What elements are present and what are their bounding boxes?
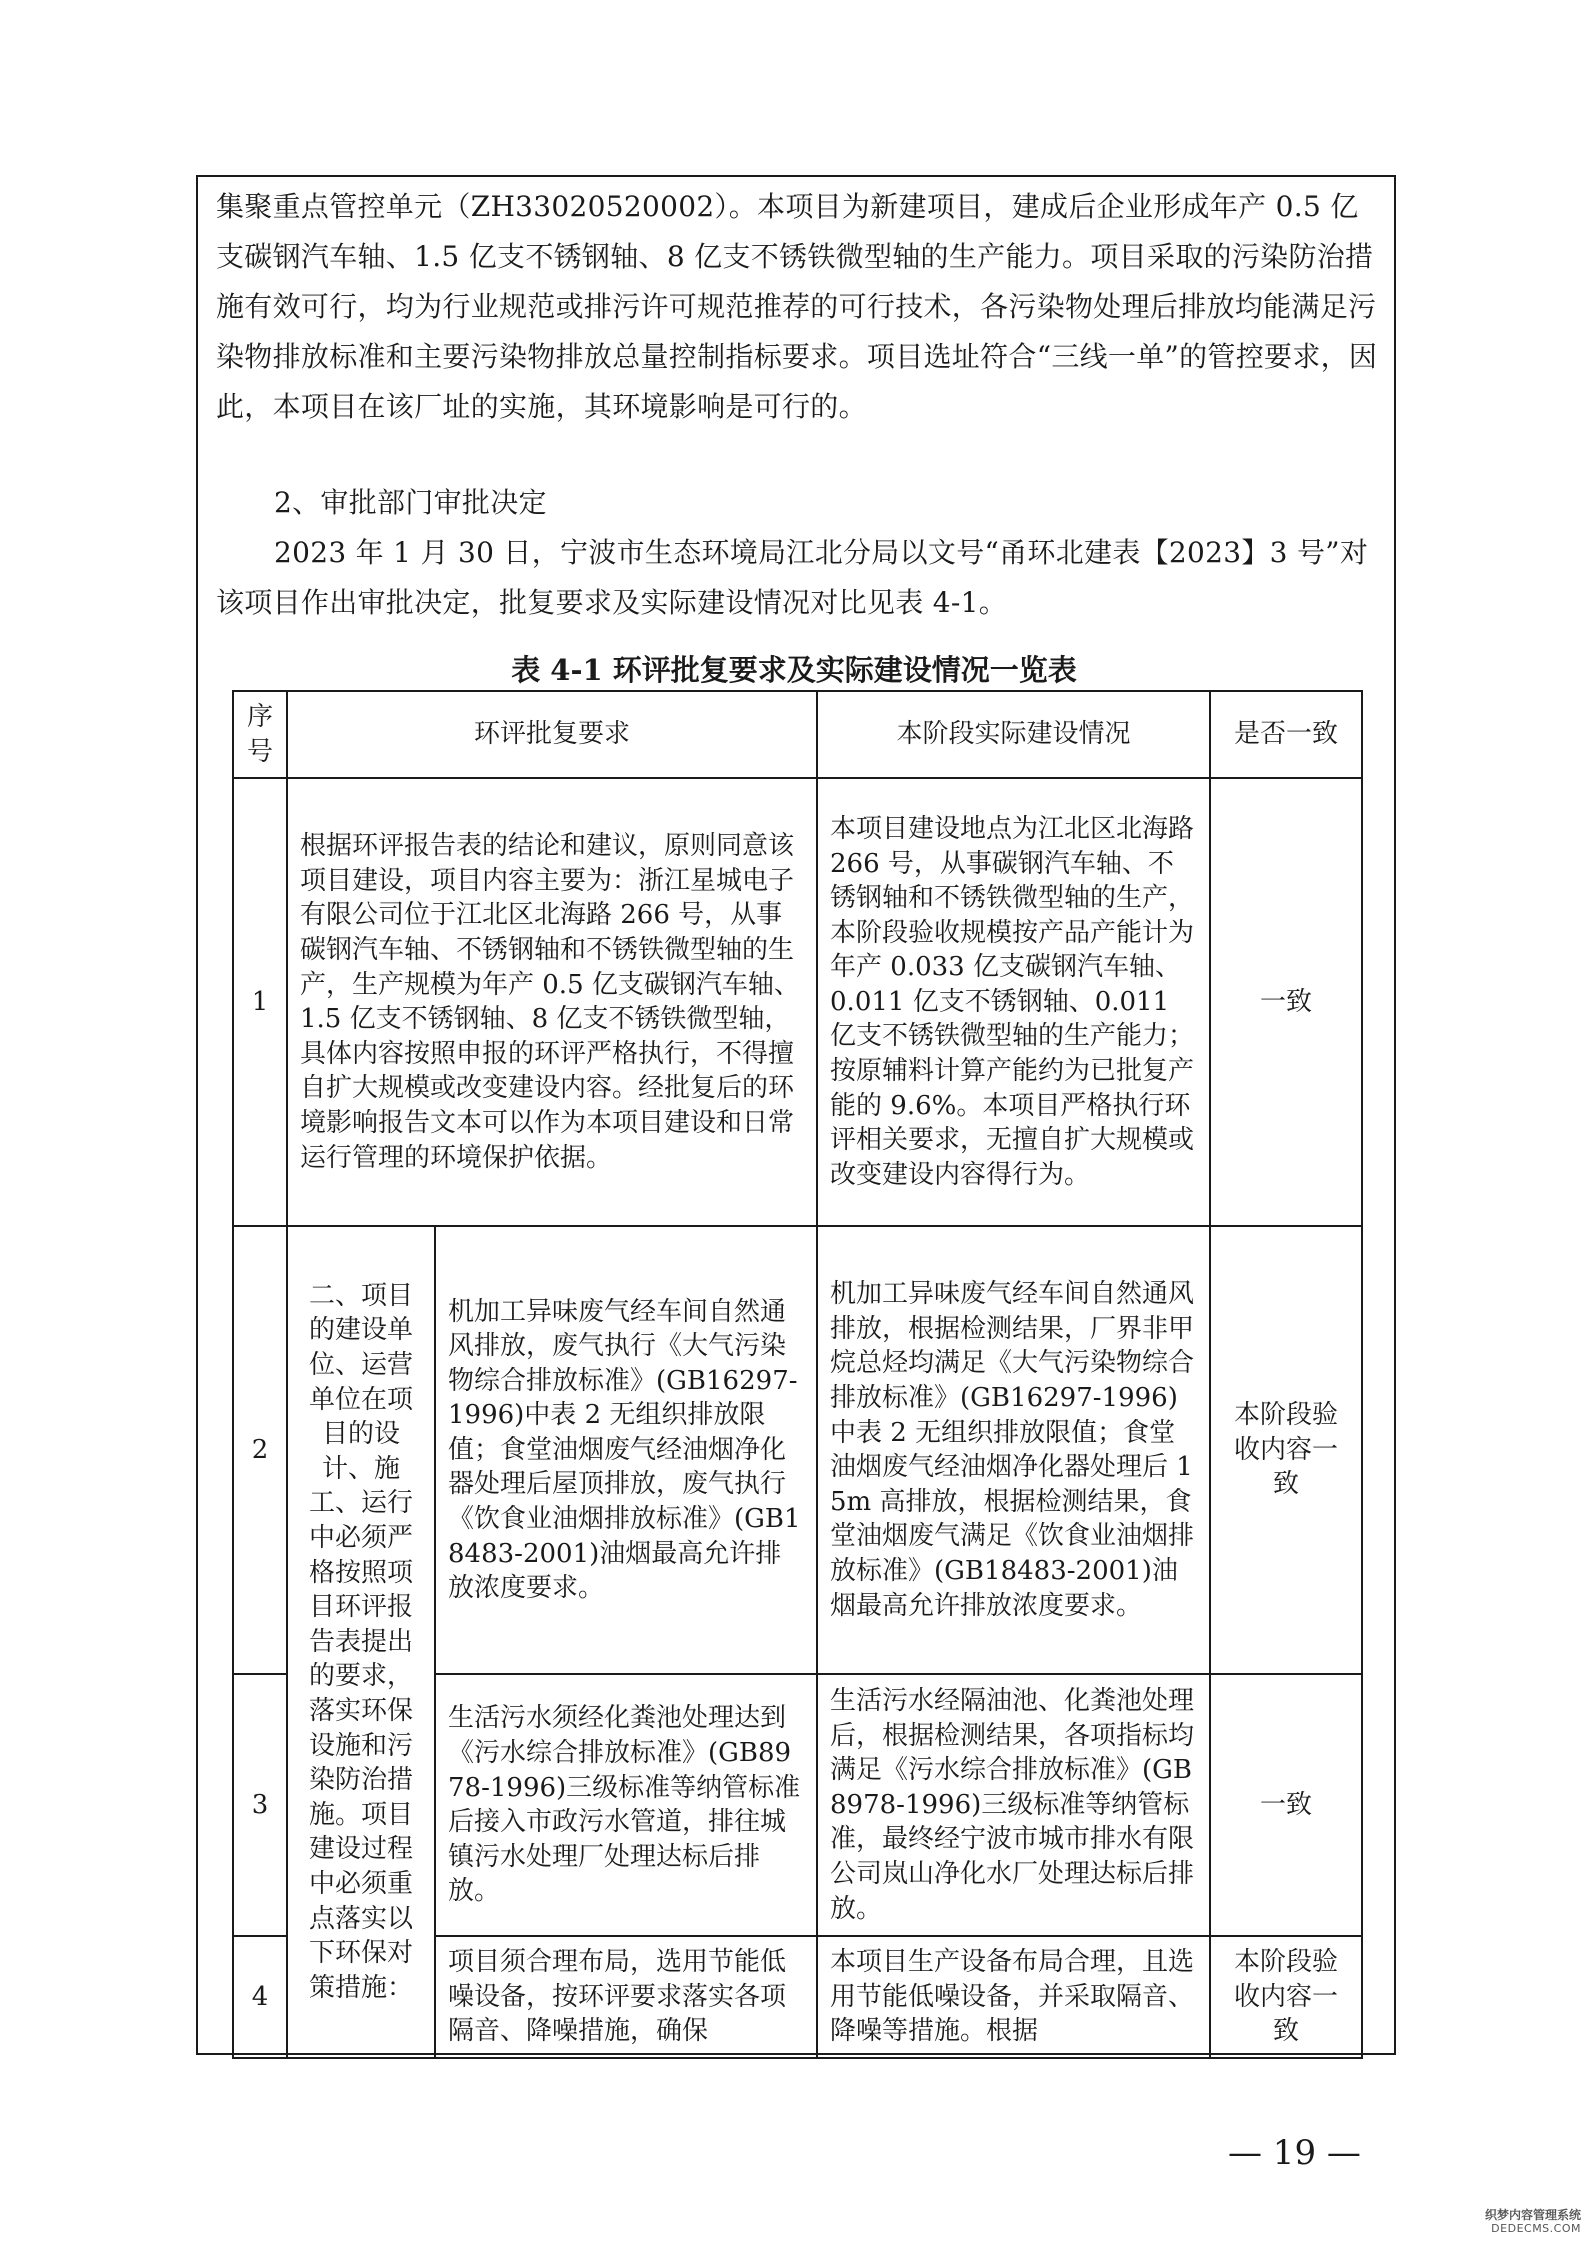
row-requirement: 根据环评报告表的结论和建议，原则同意该项目建设，项目内容主要为：浙江星城电子有限公司位于江北区北海路 266 号，从事碳钢汽车轴、不锈钢轴和不锈铁微型轴的生产，生产规模为年产 0.5 亿支碳钢汽车轴、1.5 亿支不锈钢轴、8 亿支不锈铁微型轴，具体内容按照申报的环评严格执行，不得擅自扩大规模或改变建设内容。经批复后的环境影响报告文本可以作为本项目建设和日常运行管理的环境保护依据。	[287, 778, 817, 1226]
section-heading-text: 2、审批部门审批决定	[274, 486, 547, 519]
watermark	[1451, 2208, 1581, 2236]
section-heading	[216, 478, 1381, 528]
header-actual: 本阶段实际建设情况	[817, 691, 1210, 778]
header-requirement: 环评批复要求	[287, 691, 817, 778]
table-caption: 表 4-1 环评批复要求及实际建设情况一览表	[511, 653, 1077, 687]
header-no: 序号	[233, 691, 287, 778]
row-requirement: 项目须合理布局，选用节能低噪设备，按环评要求落实各项隔音、降噪措施，确保	[435, 1936, 817, 2058]
table-row	[233, 1226, 1362, 1674]
row-no: 3	[233, 1674, 287, 1936]
table-header-row	[233, 691, 1362, 778]
row-actual: 本项目生产设备布局合理，且选用节能低噪设备，并采取隔音、降噪等措施。根据	[817, 1936, 1210, 2058]
row-consistent: 本阶段验收内容一致	[1210, 1936, 1362, 2058]
approval-comparison-table	[232, 690, 1363, 2059]
row-actual: 本项目建设地点为江北区北海路 266 号，从事碳钢汽车轴、不锈钢轴和不锈铁微型轴的生产，本阶段验收规模按产品产能计为年产 0.033 亿支碳钢汽车轴、0.011 亿支不锈钢轴、0.011 亿支不锈铁微型轴的生产能力；按原辅料计算产能约为已批复产能的 9.6%。本项目严格执行环评相关要求，无擅自扩大规模或改变建设内容得行为。	[817, 778, 1210, 1226]
watermark-domain: DEDECMS.COM	[1491, 2222, 1581, 2235]
row-consistent: 一致	[1210, 1674, 1362, 1936]
header-consistent: 是否一致	[1210, 691, 1362, 778]
table-row	[233, 778, 1362, 1226]
page-frame-top	[196, 175, 1396, 177]
page-number: — 19 —	[1228, 2133, 1361, 2173]
page-frame-left	[196, 175, 198, 2055]
body-paragraph-conclusion: 集聚重点管控单元（ZH33020520002）。本项目为新建项目，建成后企业形成年产 0.5 亿支碳钢汽车轴、1.5 亿支不锈钢轴、8 亿支不锈铁微型轴的生产能力。项目采取的污染防治措施有效可行，均为行业规范或排污许可规范推荐的可行技术，各污染物处理后排放均能满足污染物排放标准和主要污染物排放总量控制指标要求。项目选址符合“三线一单”的管控要求，因此，本项目在该厂址的实施，其环境影响是可行的。	[216, 190, 1378, 423]
row-no: 4	[233, 1936, 287, 2058]
merged-requirement-category: 二、项目的建设单位、运营单位在项目的设计、施工、运行中必须严格按照项目环评报告表提出的要求，落实环保设施和污染防治措施。项目建设过程中必须重点落实以下环保对策措施：	[287, 1226, 435, 2058]
row-actual: 生活污水经隔油池、化粪池处理后，根据检测结果，各项指标均满足《污水综合排放标准》(GB8978-1996)三级标准等纳管标准，最终经宁波市城市排水有限公司岚山净化水厂处理达标后排放。	[817, 1674, 1210, 1936]
approval-text: 2023 年 1 月 30 日，宁波市生态环境局江北分局以文号“甬环北建表【2023】3 号”对该项目作出审批决定，批复要求及实际建设情况对比见表 4-1。	[216, 536, 1369, 619]
row-no: 1	[233, 778, 287, 1226]
row-requirement: 生活污水须经化粪池处理达到《污水综合排放标准》(GB8978-1996)三级标准等纳管标准后接入市政污水管道，排往城镇污水处理厂处理达标后排放。	[435, 1674, 817, 1936]
row-requirement: 机加工异味废气经车间自然通风排放，废气执行《大气污染物综合排放标准》(GB16297-1996)中表 2 无组织排放限值；食堂油烟废气经油烟净化器处理后屋顶排放，废气执行《饮食业油烟排放标准》(GB18483-2001)油烟最高允许排放浓度要求。	[435, 1226, 817, 1674]
row-consistent: 本阶段验收内容一致	[1210, 1226, 1362, 1674]
row-actual: 机加工异味废气经车间自然通风排放，根据检测结果，厂界非甲烷总烃均满足《大气污染物综合排放标准》(GB16297-1996)中表 2 无组织排放限值；食堂油烟废气经油烟净化器处理后 15m 高排放，根据检测结果，食堂油烟废气满足《饮食业油烟排放标准》(GB18483-2001)油烟最高允许排放浓度要求。	[817, 1226, 1210, 1674]
page-frame-right	[1394, 175, 1396, 2055]
row-consistent: 一致	[1210, 778, 1362, 1226]
row-no: 2	[233, 1226, 287, 1674]
body-paragraph-approval	[216, 528, 1381, 628]
watermark-text: 织梦内容管理系统	[1484, 2208, 1581, 2222]
